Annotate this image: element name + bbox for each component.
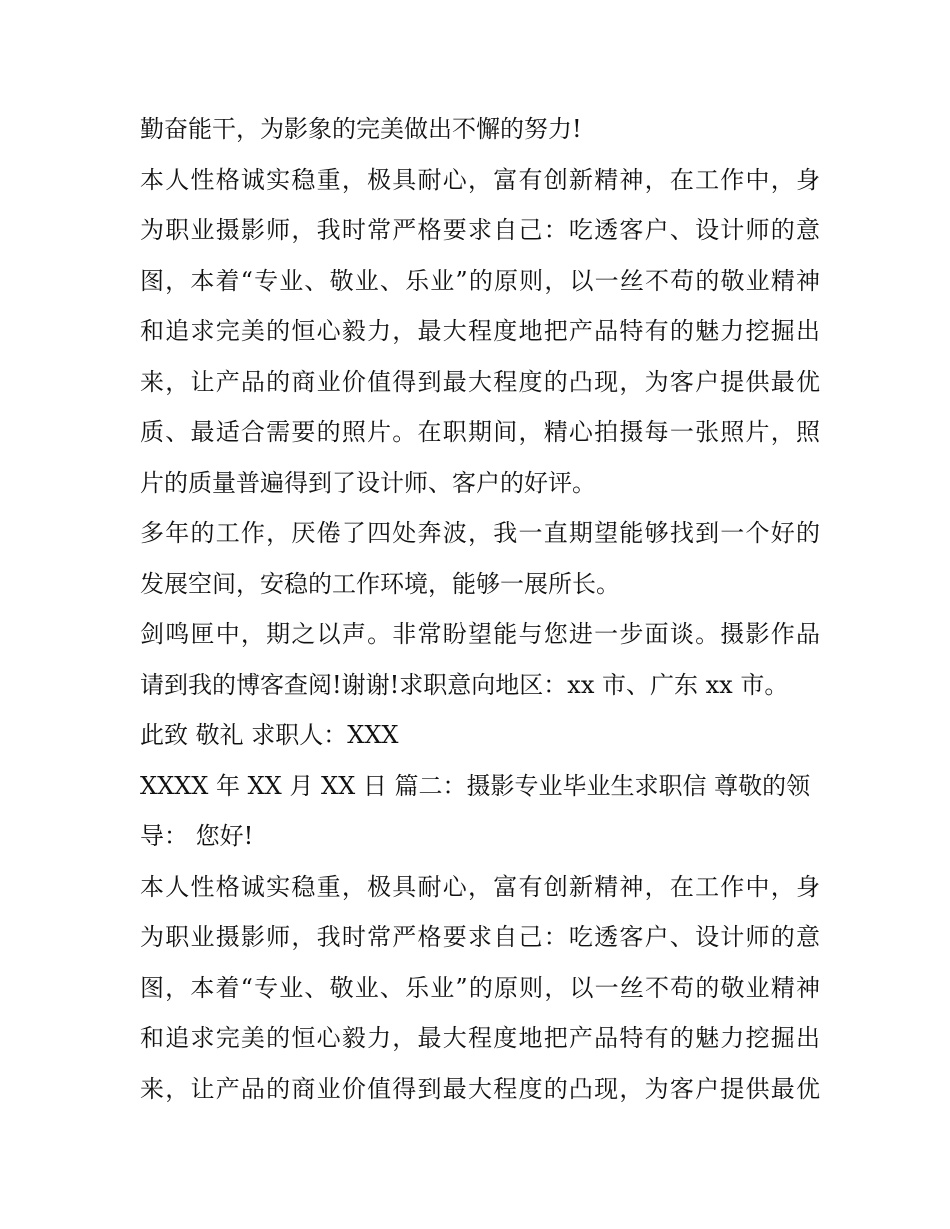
- text-line-17: 为职业摄影师，我时常严格要求自己：吃透客户、设计师的意: [140, 923, 820, 951]
- text-line-2: 本人性格诚实稳重，极具耐心，富有创新精神，在工作中，身: [140, 165, 820, 194]
- text-line-5: 和追求完美的恒心毅力，最大程度地把产品特有的魅力挖掘出: [140, 317, 820, 345]
- text-line-13: 此致 敬礼 求职人：XXX: [140, 721, 399, 749]
- text-line-3: 为职业摄影师，我时常严格要求自己：吃透客户、设计师的意: [140, 216, 820, 244]
- document-body: [140, 104, 820, 1114]
- text-line-10: 发展空间，安稳的工作环境，能够一展所长。: [140, 569, 620, 598]
- text-line-6: 来，让产品的商业价值得到最大程度的凸现，为客户提供最优: [140, 367, 820, 396]
- text-line-9: 多年的工作，厌倦了四处奔波，我一直期望能够找到一个好的: [140, 519, 820, 547]
- text-line-20: 来，让产品的商业价值得到最大程度的凸现，为客户提供最优: [140, 1074, 820, 1103]
- text-line-4: 图，本着“专业、敬业、乐业”的原则，以一丝不苟的敬业精神: [140, 266, 820, 295]
- text-line-18: 图，本着“专业、敬业、乐业”的原则，以一丝不苟的敬业精神: [140, 973, 820, 1002]
- text-line-8: 片的质量普遍得到了设计师、客户的好评。: [140, 468, 596, 497]
- text-line-16: 本人性格诚实稳重，极具耐心，富有创新精神，在工作中，身: [140, 872, 820, 901]
- text-line-15: 导： 您好!: [140, 822, 254, 850]
- text-line-19: 和追求完美的恒心毅力，最大程度地把产品特有的魅力挖掘出: [140, 1024, 820, 1052]
- text-line-11: 剑鸣匣中，期之以声。非常盼望能与您进一步面谈。摄影作品: [140, 620, 820, 648]
- text-line-14: XXXX 年 XX 月 XX 日 篇二：摄影专业毕业生求职信 尊敬的领: [140, 771, 811, 800]
- text-line-1: 勤奋能干，为影象的完美做出不懈的努力!: [140, 115, 582, 143]
- text-line-7: 质、最适合需要的照片。在职期间，精心拍摄每一张照片，照: [140, 418, 820, 446]
- text-line-12: 请到我的博客查阅!谢谢!求职意向地区：xx 市、广东 xx 市。: [140, 670, 789, 699]
